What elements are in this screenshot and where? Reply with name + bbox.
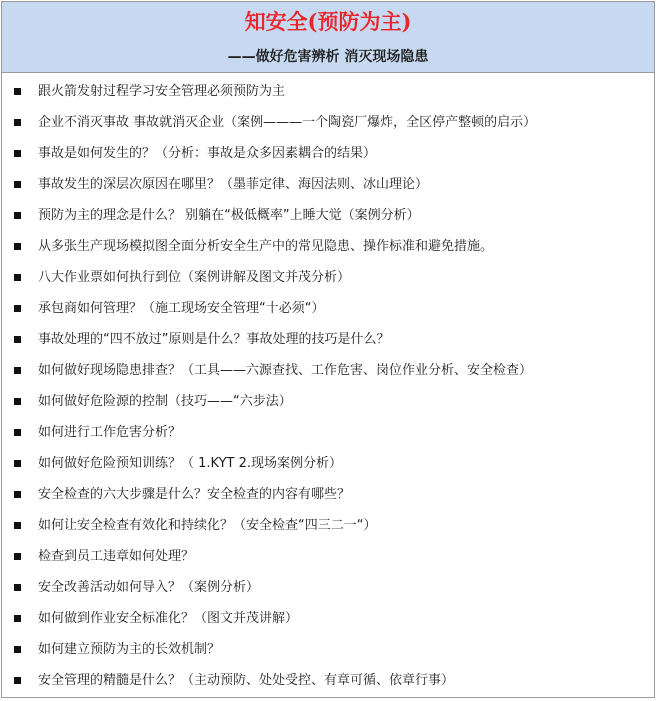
list-item <box>2 479 654 510</box>
list-item <box>2 510 654 541</box>
list-item <box>2 572 654 603</box>
list-item-text: 事故是如何发生的？（分析：事故是众多因素耦合的结果） <box>38 146 377 161</box>
list-item <box>2 448 654 479</box>
list-item <box>2 138 654 169</box>
list-item-text: 检查到员工违章如何处理？ <box>38 549 195 564</box>
square-bullet-icon <box>14 119 21 126</box>
list-item <box>2 293 654 324</box>
list-item-text: 事故处理的“四不放过”原则是什么？事故处理的技巧是什么？ <box>38 332 390 347</box>
list-item <box>2 541 654 572</box>
square-bullet-icon <box>14 398 21 405</box>
list-item <box>2 417 654 448</box>
list-item <box>2 107 654 138</box>
square-bullet-icon <box>14 615 21 622</box>
header-section <box>2 2 654 73</box>
list-item <box>2 386 654 417</box>
square-bullet-icon <box>14 429 21 436</box>
list-item <box>2 169 654 200</box>
square-bullet-icon <box>14 243 21 250</box>
list-item <box>2 324 654 355</box>
list-item <box>2 665 654 696</box>
square-bullet-icon <box>14 491 21 498</box>
list-item <box>2 200 654 231</box>
list-item <box>2 355 654 386</box>
list-item-text: 如何做好危险源的控制（技巧——“六步法） <box>38 394 292 409</box>
list-item-text: 安全管理的精髓是什么？（主动预防、处处受控、有章可循、依章行事） <box>38 673 455 688</box>
list-item-text: 安全检查的六大步骤是什么？安全检查的内容有哪些？ <box>38 487 351 502</box>
square-bullet-icon <box>14 646 21 653</box>
square-bullet-icon <box>14 88 21 95</box>
list-item-text: 如何让安全检查有效化和持续化？（安全检查“四三二一“） <box>38 518 377 533</box>
list-item-text: 事故发生的深层次原因在哪里？（墨菲定律、海因法则、冰山理论） <box>38 177 429 192</box>
list-item-text: 企业不消灭事故 事故就消灭企业（案例———一个陶瓷厂爆炸，全区停产整顿的启示） <box>38 115 537 130</box>
list-item <box>2 76 654 107</box>
list-item-text: 如何做好现场隐患排查？（工具——六源查找、工作危害、岗位作业分析、安全检查） <box>38 363 533 378</box>
square-bullet-icon <box>14 150 21 157</box>
square-bullet-icon <box>14 212 21 219</box>
list-item <box>2 603 654 634</box>
square-bullet-icon <box>14 181 21 188</box>
list-item <box>2 262 654 293</box>
page-subtitle: ——做好危害辨析 消灭现场隐患 <box>227 49 429 65</box>
square-bullet-icon <box>14 336 21 343</box>
square-bullet-icon <box>14 553 21 560</box>
list-item-text: 承包商如何管理？（施工现场安全管理“十必须“） <box>38 301 325 316</box>
list-item-text: 安全改善活动如何导入？（案例分析） <box>38 580 260 595</box>
document-table <box>1 1 655 698</box>
list-item <box>2 634 654 665</box>
square-bullet-icon <box>14 677 21 684</box>
list-item <box>2 231 654 262</box>
topic-list <box>2 73 654 696</box>
list-item-text: 八大作业票如何执行到位（案例讲解及图文并茂分析） <box>38 270 351 285</box>
list-item-text: 如何建立预防为主的长效机制？ <box>38 642 221 657</box>
square-bullet-icon <box>14 274 21 281</box>
page-title: 知安全(预防为主) <box>244 9 412 34</box>
square-bullet-icon <box>14 584 21 591</box>
square-bullet-icon <box>14 367 21 374</box>
square-bullet-icon <box>14 460 21 467</box>
list-item-text: 预防为主的理念是什么？ 别躺在“极低概率”上睡大觉（案例分析） <box>38 208 420 223</box>
square-bullet-icon <box>14 305 21 312</box>
list-item-text: 如何做好危险预知训练？（ 1.KYT 2.现场案例分析） <box>38 456 343 471</box>
list-item-text: 如何做到作业安全标准化？（图文并茂讲解） <box>38 611 299 626</box>
list-item-text: 如何进行工作危害分析？ <box>38 425 182 440</box>
list-item-text: 从多张生产现场模拟图全面分析安全生产中的常见隐患、操作标准和避免措施。 <box>38 239 494 254</box>
square-bullet-icon <box>14 522 21 529</box>
list-item-text: 跟火箭发射过程学习安全管理必须预防为主 <box>38 84 286 99</box>
